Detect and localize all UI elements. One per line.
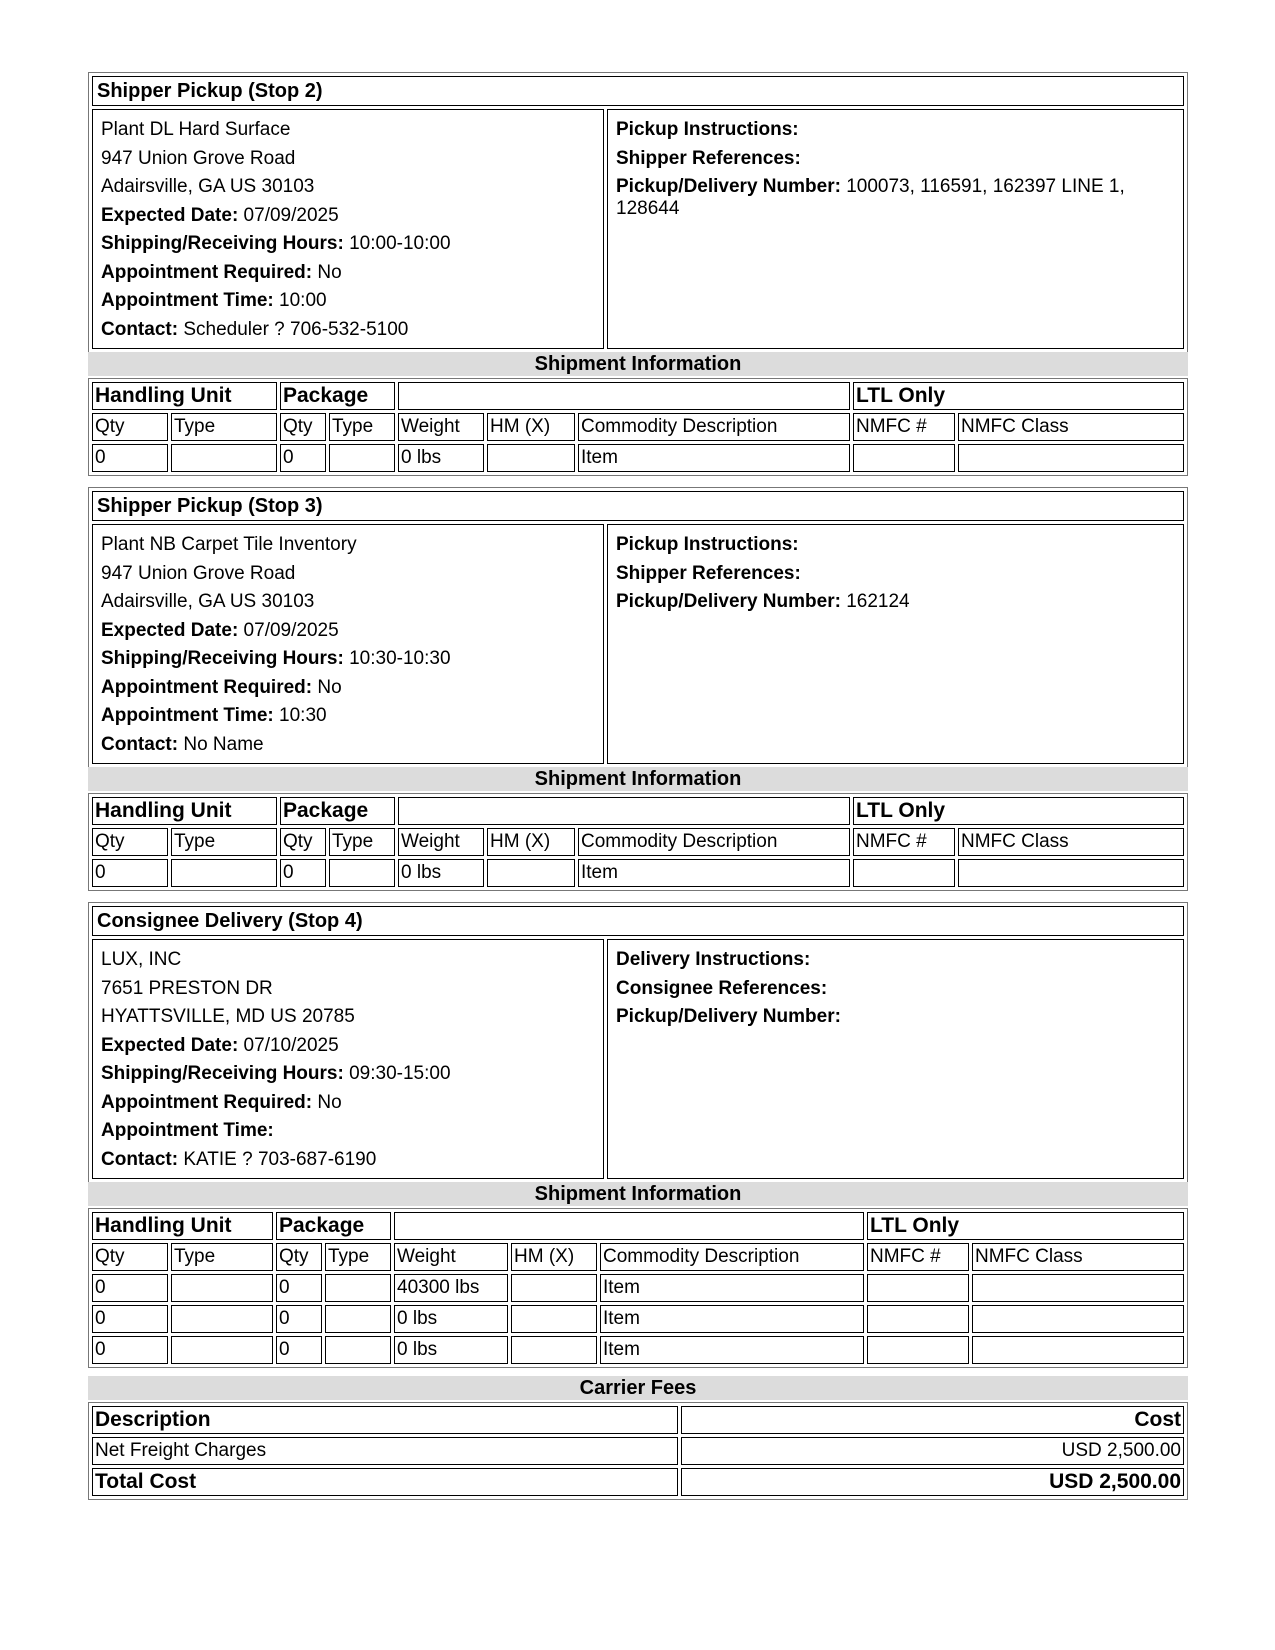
stop4-section (88, 902, 1188, 1183)
stop3-address1: 947 Union Grove Road (101, 562, 296, 584)
cell (867, 1274, 969, 1302)
cell: Item (600, 1336, 864, 1364)
carrier-fees-section (88, 1402, 1188, 1500)
stop2-shipment (88, 378, 1188, 476)
ltl-only-header: LTL Only (867, 1212, 1184, 1240)
col-type: Type (329, 828, 395, 856)
appointment-time-label: Appointment Time: (101, 1120, 274, 1141)
stop2-table (88, 72, 1188, 353)
package-header: Package (280, 797, 395, 825)
fee-line-label: Net Freight Charges (92, 1437, 678, 1465)
cell (958, 444, 1184, 472)
cell: 0 (276, 1336, 322, 1364)
stop3-address2: Adairsville, GA US 30103 (101, 591, 315, 612)
hours-label: Shipping/Receiving Hours: (101, 648, 344, 669)
total-cost-value: USD 2,500.00 (681, 1468, 1184, 1496)
consignee-references-label: Consignee References: (616, 977, 828, 999)
cell (325, 1305, 391, 1333)
stop2-address1: 947 Union Grove Road (101, 147, 296, 169)
stop2-name: Plant DL Hard Surface (101, 119, 291, 140)
fees-cost-header: Cost (681, 1406, 1184, 1434)
shipment-table (88, 378, 1188, 476)
stop4-shipment (88, 1208, 1188, 1368)
pickup-instructions-label: Pickup Instructions: (616, 534, 799, 555)
cell: 0 (92, 444, 168, 472)
cell: 0 (280, 444, 326, 472)
col-qty: Qty (92, 413, 168, 441)
handling-unit-header: Handling Unit (92, 382, 277, 410)
col-qty: Qty (276, 1243, 322, 1271)
shipment-info-band: Shipment Information (88, 1182, 1188, 1206)
expected-date-value: 07/10/2025 (238, 1034, 339, 1056)
contact-value: KATIE ? 703-687-6190 (178, 1148, 377, 1170)
contact-label: Contact: (101, 733, 179, 755)
cell: Item (578, 859, 850, 887)
table-row (92, 1274, 1184, 1302)
contact-label: Contact: (101, 1148, 179, 1170)
cell: Item (578, 444, 850, 472)
col-commodity: Commodity Description (600, 1243, 864, 1271)
appointment-time-value: 10:30 (273, 705, 327, 726)
col-hm: HM (X) (487, 828, 575, 856)
col-commodity: Commodity Description (578, 828, 850, 856)
contact-value: No Name (178, 733, 264, 755)
col-nmfc-number: NMFC # (867, 1243, 969, 1271)
col-hm: HM (X) (511, 1243, 597, 1271)
appointment-required-label: Appointment Required: (101, 261, 313, 283)
pd-number-value: 162124 (840, 591, 910, 612)
stop2-section (88, 72, 1188, 353)
expected-date-value: 07/09/2025 (238, 619, 339, 641)
table-row (92, 1437, 1184, 1465)
ltl-only-header: LTL Only (853, 797, 1184, 825)
stop2-details (92, 109, 604, 349)
cell (853, 859, 955, 887)
cell (972, 1305, 1184, 1333)
cell (171, 859, 277, 887)
blank-header (394, 1212, 864, 1240)
col-nmfc-number: NMFC # (853, 828, 955, 856)
handling-unit-header: Handling Unit (92, 1212, 273, 1240)
stop4-title: Consignee Delivery (Stop 4) (92, 906, 1184, 936)
shipment-table (88, 793, 1188, 891)
cell (487, 444, 575, 472)
cell (325, 1336, 391, 1364)
stop4-instructions (607, 939, 1184, 1179)
package-header: Package (280, 382, 395, 410)
pd-number-label: Pickup/Delivery Number: (616, 1006, 841, 1027)
shipment-table (88, 1208, 1188, 1368)
cell (867, 1305, 969, 1333)
stop3-name: Plant NB Carpet Tile Inventory (101, 534, 357, 555)
hours-value: 10:00-10:00 (343, 233, 451, 254)
stop3-section (88, 487, 1188, 768)
col-qty: Qty (92, 1243, 168, 1271)
cell (171, 1274, 273, 1302)
pickup-instructions-label: Pickup Instructions: (616, 119, 799, 140)
expected-date-label: Expected Date: (101, 1034, 239, 1056)
cell (853, 444, 955, 472)
contact-label: Contact: (101, 318, 179, 340)
table-row (92, 1305, 1184, 1333)
shipment-info-band: Shipment Information (88, 352, 1188, 376)
hours-label: Shipping/Receiving Hours: (101, 233, 344, 254)
col-type: Type (171, 828, 277, 856)
table-row (92, 1336, 1184, 1364)
stop3-table (88, 487, 1188, 768)
expected-date-label: Expected Date: (101, 619, 239, 641)
stop2-instructions (607, 109, 1184, 349)
cell: 0 (92, 1274, 168, 1302)
col-weight: Weight (398, 413, 484, 441)
cell (972, 1274, 1184, 1302)
stop3-details (92, 524, 604, 764)
cell: 0 (276, 1305, 322, 1333)
hours-value: 09:30-15:00 (343, 1063, 451, 1084)
table-row (92, 859, 1184, 887)
fee-line-cost: USD 2,500.00 (681, 1437, 1184, 1465)
cell (958, 859, 1184, 887)
col-qty: Qty (280, 828, 326, 856)
stop4-name: LUX, INC (101, 949, 182, 970)
ltl-only-header: LTL Only (853, 382, 1184, 410)
col-weight: Weight (394, 1243, 508, 1271)
cell (171, 1336, 273, 1364)
fees-description-header: Description (92, 1406, 678, 1434)
delivery-instructions-label: Delivery Instructions: (616, 949, 811, 970)
stop4-table (88, 902, 1188, 1183)
stop4-address1: 7651 PRESTON DR (101, 977, 273, 999)
stop4-details (92, 939, 604, 1179)
cell (511, 1305, 597, 1333)
table-row (92, 1468, 1184, 1496)
cell: 40300 lbs (394, 1274, 508, 1302)
pd-number-label: Pickup/Delivery Number: (616, 591, 841, 612)
stop4-address2: HYATTSVILLE, MD US 20785 (101, 1006, 355, 1027)
table-row (92, 444, 1184, 472)
hours-value: 10:30-10:30 (343, 648, 451, 669)
pd-number-value: 100073, 116591, 162397 LINE 1, 128644 (616, 176, 1125, 219)
cell: Item (600, 1305, 864, 1333)
cell: 0 (280, 859, 326, 887)
shipper-references-label: Shipper References: (616, 147, 801, 169)
expected-date-label: Expected Date: (101, 204, 239, 226)
cell: Item (600, 1274, 864, 1302)
cell (511, 1336, 597, 1364)
pd-number-label: Pickup/Delivery Number: (616, 176, 841, 197)
blank-header (398, 382, 850, 410)
cell: 0 (92, 1336, 168, 1364)
cell: 0 lbs (398, 859, 484, 887)
cell (171, 1305, 273, 1333)
carrier-fees-table (88, 1402, 1188, 1500)
stop2-address2: Adairsville, GA US 30103 (101, 176, 315, 197)
cell (325, 1274, 391, 1302)
cell (171, 444, 277, 472)
col-qty: Qty (280, 413, 326, 441)
cell: 0 lbs (394, 1305, 508, 1333)
cell (867, 1336, 969, 1364)
package-header: Package (276, 1212, 391, 1240)
handling-unit-header: Handling Unit (92, 797, 277, 825)
col-commodity: Commodity Description (578, 413, 850, 441)
col-type: Type (329, 413, 395, 441)
cell (329, 444, 395, 472)
cell: 0 (92, 1305, 168, 1333)
col-hm: HM (X) (487, 413, 575, 441)
appointment-required-value: No (312, 261, 342, 283)
carrier-fees-band: Carrier Fees (88, 1376, 1188, 1400)
col-qty: Qty (92, 828, 168, 856)
appointment-required-label: Appointment Required: (101, 1091, 313, 1113)
cell (329, 859, 395, 887)
shipment-info-band: Shipment Information (88, 767, 1188, 791)
col-nmfc-number: NMFC # (853, 413, 955, 441)
col-weight: Weight (398, 828, 484, 856)
cell: 0 lbs (398, 444, 484, 472)
appointment-time-label: Appointment Time: (101, 290, 274, 311)
contact-value: Scheduler ? 706-532-5100 (178, 318, 409, 340)
col-nmfc-class: NMFC Class (958, 828, 1184, 856)
cell (972, 1336, 1184, 1364)
stop3-shipment (88, 793, 1188, 891)
hours-label: Shipping/Receiving Hours: (101, 1063, 344, 1084)
cell: 0 (276, 1274, 322, 1302)
col-type: Type (325, 1243, 391, 1271)
appointment-time-label: Appointment Time: (101, 705, 274, 726)
blank-header (398, 797, 850, 825)
stop2-title: Shipper Pickup (Stop 2) (92, 76, 1184, 106)
col-type: Type (171, 1243, 273, 1271)
appointment-time-value: 10:00 (273, 290, 327, 311)
cell: 0 (92, 859, 168, 887)
cell (487, 859, 575, 887)
appointment-required-value: No (312, 676, 342, 698)
col-nmfc-class: NMFC Class (972, 1243, 1184, 1271)
cell (511, 1274, 597, 1302)
col-nmfc-class: NMFC Class (958, 413, 1184, 441)
appointment-required-label: Appointment Required: (101, 676, 313, 698)
shipper-references-label: Shipper References: (616, 562, 801, 584)
total-cost-label: Total Cost (92, 1468, 678, 1496)
col-type: Type (171, 413, 277, 441)
expected-date-value: 07/09/2025 (238, 204, 339, 226)
cell: 0 lbs (394, 1336, 508, 1364)
appointment-required-value: No (312, 1091, 342, 1113)
stop3-title: Shipper Pickup (Stop 3) (92, 491, 1184, 521)
stop3-instructions (607, 524, 1184, 764)
